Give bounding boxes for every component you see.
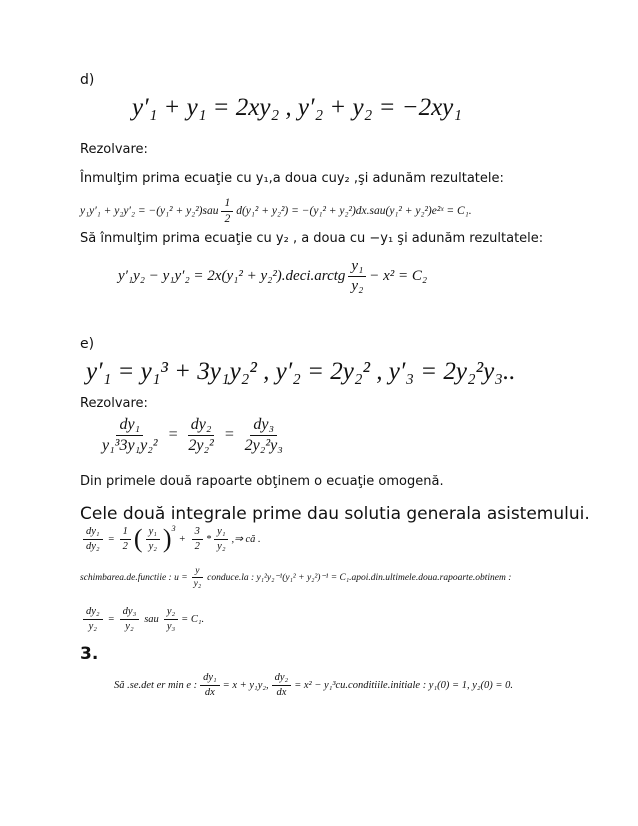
eq1-tail: ,⇒ că . [231, 534, 261, 546]
section-d-step2-text: Să înmulţim prima ecuaţie cu y₂ , a doua cu −y₁ şi adunăm rezultatele: [80, 231, 544, 246]
section-3-tail: = x² − y₁³cu.conditiile.initiale : y₁(0) = 1, y₂(0) = 0. [294, 679, 513, 691]
final-num-1: dy₂ [83, 606, 103, 620]
ratio-num-1: dy₁ [116, 416, 143, 436]
section-e-integrals-text: Cele două integrale prime dau solutia generala asistemului. [80, 504, 590, 524]
ratio-fraction-3 [242, 416, 286, 454]
step1-eq-right: d(y₁² + y₂²) = −(y₁² + y₂²)dx.sau(y₁² + y₂²)e²ˣ = C₁. [236, 205, 472, 218]
ratio-fraction-1 [99, 416, 161, 454]
ratio-num-3: dy₃ [250, 416, 277, 436]
eq1-ratio-num: y₁ [214, 526, 228, 540]
ratio-fraction-2 [185, 416, 216, 454]
section-e-rezolvare-heading: Rezolvare: [80, 396, 148, 411]
eq1-paren-fraction [146, 526, 160, 552]
eq1-star: * [205, 533, 212, 545]
section-d-step1-equation [80, 197, 472, 225]
section-e-substitution-equation [80, 566, 511, 590]
section-3-frac2-den: dx [276, 686, 287, 698]
final-equals: = [107, 613, 115, 625]
subst-fraction [191, 566, 205, 590]
section-e-system-equation: y′₁ = y₁³ + 3y₁y₂² , y′₂ = 2y₂² , y′₃ = 2y₂²y₃.. [86, 358, 516, 385]
ratio-den-3: 2y₂²y₃ [244, 436, 283, 454]
eq1-plus: + [178, 533, 186, 545]
section-e-final-equation [80, 606, 204, 632]
step2-eq-left: y′₁y₂ − y₁y′₂ = 2x(y₁² + y₂²).deci.arctg [118, 267, 346, 284]
eq1-ratio-den: y₂ [217, 540, 226, 552]
ratio-den-2: 2y₂² [188, 436, 214, 454]
final-sau: sau [144, 613, 159, 625]
ratio-equals-1: = [167, 426, 179, 444]
section-e-label: e) [80, 336, 95, 352]
step1-eq-left: y₁y′₁ + y₂y′₂ = −(y₁² + y₂²)sau [80, 205, 219, 218]
final-tail: = C₁. [181, 613, 205, 625]
eq1-fraction [83, 526, 103, 552]
eq1-half-fraction [120, 526, 131, 552]
section-3-equation [114, 672, 513, 698]
section-3-fraction-1 [200, 672, 220, 698]
ratio-equals-2: = [223, 426, 235, 444]
eq1-equals: = [107, 533, 115, 545]
section-3-frac1-num: dy₁ [200, 672, 220, 686]
section-e-homogeneous-text: Din primele două rapoarte obţinem o ecuaţie omogenă. [80, 474, 444, 489]
step1-eq-half-num: 1 [221, 197, 233, 212]
section-3-fraction-2 [272, 672, 292, 698]
section-d-step2-equation [118, 258, 427, 294]
step2-eq-frac-num: y₁ [348, 258, 366, 277]
eq1-three-half-den: 2 [194, 540, 200, 552]
final-fraction-1 [83, 606, 103, 632]
section-3-frac2-num: dy₂ [272, 672, 292, 686]
final-num-3: y₂ [164, 606, 178, 620]
eq1-right-paren: ) [162, 524, 172, 554]
section-d-step1-text: Înmulţim prima ecuaţie cu y₁,a doua cuy₂ ,şi adunăm rezultatele: [80, 171, 504, 186]
section-d-rezolvare-heading: Rezolvare: [80, 142, 148, 157]
ratio-den-1: y₁³3y₁y₂² [102, 436, 158, 454]
step2-eq-frac-den: y₂ [351, 277, 364, 294]
section-d-system-equation: y′₁ + y₁ = 2xy₂ , y′₂ + y₂ = −2xy₁ [132, 94, 462, 121]
section-3-frac1-den: dx [204, 686, 215, 698]
eq1-ratio-fraction [214, 526, 228, 552]
final-den-2: y₂ [125, 620, 134, 632]
step1-eq-half-fraction [221, 197, 233, 225]
ratio-num-2: dy₂ [188, 416, 215, 436]
final-fraction-2 [120, 606, 140, 632]
section-3-label: 3. [80, 644, 99, 664]
eq1-paren-num: y₁ [146, 526, 160, 540]
eq1-half-num: 1 [120, 526, 131, 540]
section-3-prefix: Să .se.det er min e : [114, 679, 198, 691]
subst-left: schimbarea.de.functiie : u = [80, 572, 188, 583]
section-d-label: d) [80, 72, 95, 88]
step1-eq-half-den: 2 [224, 212, 231, 225]
eq1-frac-den: dy₂ [86, 540, 100, 552]
eq1-frac-num: dy₁ [83, 526, 103, 540]
eq1-three-half-num: 3 [192, 526, 203, 540]
step2-eq-fraction [348, 258, 366, 294]
step2-eq-right: − x² = C₂ [369, 267, 428, 284]
section-e-eq1 [80, 526, 261, 552]
eq1-left-paren: ( [133, 524, 143, 554]
final-den-1: y₂ [88, 620, 97, 632]
eq1-cube-exponent: 3 [171, 524, 176, 533]
eq1-paren-den: y₂ [148, 540, 157, 552]
subst-frac-den: y₂ [193, 579, 202, 590]
section-3-mid: = x + y₁y₂, [222, 679, 269, 691]
eq1-half-den: 2 [122, 540, 128, 552]
subst-frac-num: y [192, 566, 202, 578]
final-den-3: y₃ [166, 620, 176, 632]
eq1-three-half-fraction [192, 526, 203, 552]
final-num-2: dy₃ [120, 606, 140, 620]
section-e-ratios-equation [96, 416, 289, 454]
final-fraction-3 [164, 606, 178, 632]
subst-right: conduce.la : y₁²y₂⁻¹(y₁² + y₂²)⁻¹ = C₁.apoi.din.ultimele.doua.rapoarte.obtinem : [207, 573, 512, 584]
